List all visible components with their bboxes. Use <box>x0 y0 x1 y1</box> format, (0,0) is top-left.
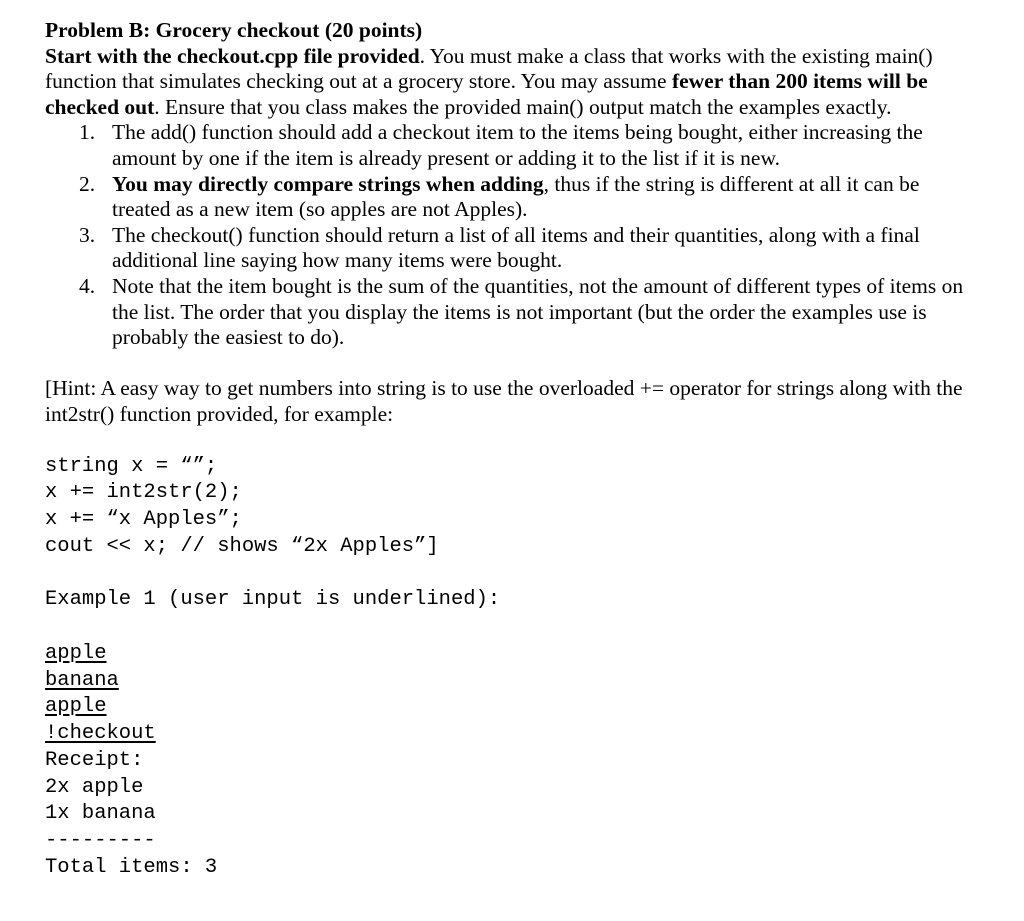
rule-number: 4. <box>79 273 96 298</box>
rules-list <box>45 120 975 350</box>
problem-title: Problem B: Grocery checkout (20 points) <box>45 18 423 42</box>
user-input-line: banana <box>45 668 119 692</box>
rule-text: Note that the item bought is the sum of the quantities, not the amount of different types of items on the list. The order that you display the items is not important (but the order the examples use is probably the easiest to do). <box>112 273 964 350</box>
example-session <box>45 641 975 881</box>
rule-text: , thus if the string is different at all it can be treated as a new item (so apples are not Apples). <box>112 171 920 222</box>
intro-bold-start: Start with the checkout.cpp file provided <box>45 43 420 68</box>
rule-item <box>45 172 975 223</box>
rule-number: 2. <box>79 171 96 196</box>
rule-item <box>45 274 975 351</box>
output-separator: --------- <box>45 828 156 852</box>
intro-text-1: . You must make a class that works with the existing main() function that simulates checking out at a grocery store. You may assume <box>45 43 933 94</box>
rule-text: The add() function should add a checkout item to the items being bought, either increasing the amount by one if the item is already present or adding it to the list if it is new. <box>112 120 923 170</box>
code-line: string x = “”; <box>45 454 218 478</box>
output-line: Receipt: <box>45 748 144 772</box>
rule-number: 1. <box>79 120 96 145</box>
code-line: x += int2str(2); <box>45 481 242 505</box>
rule-item <box>45 120 975 171</box>
rule-item <box>45 223 975 274</box>
code-line: cout << x; // shows “2x Apples”] <box>45 534 439 558</box>
user-input-line: apple <box>45 695 107 719</box>
problem-intro <box>45 44 975 121</box>
user-input-line: apple <box>45 642 107 666</box>
output-line: 2x apple <box>45 775 144 799</box>
output-total: Total items: 3 <box>45 855 218 879</box>
user-input-line: !checkout <box>45 722 156 746</box>
example-label: Example 1 (user input is underlined): <box>45 588 501 612</box>
output-line: 1x banana <box>45 802 156 826</box>
intro-text-2: . Ensure that you class makes the provided main() output match the examples exactly. <box>154 94 892 119</box>
code-example <box>45 454 975 561</box>
rule-bold: You may directly compare strings when adding <box>112 171 544 196</box>
rule-text: The checkout() function should return a list of all items and their quantities, along with a final additional line saying how many items were bought. <box>112 222 920 273</box>
intro-bold-mid: fewer than 200 items will be checked out <box>45 69 928 119</box>
code-line: x += “x Apples”; <box>45 507 242 531</box>
hint-text: [Hint: A easy way to get numbers into string is to use the overloaded += operator for strings along with the int2str() function provided, for example: <box>45 376 963 426</box>
rule-number: 3. <box>79 222 96 247</box>
problem-document <box>45 18 975 881</box>
